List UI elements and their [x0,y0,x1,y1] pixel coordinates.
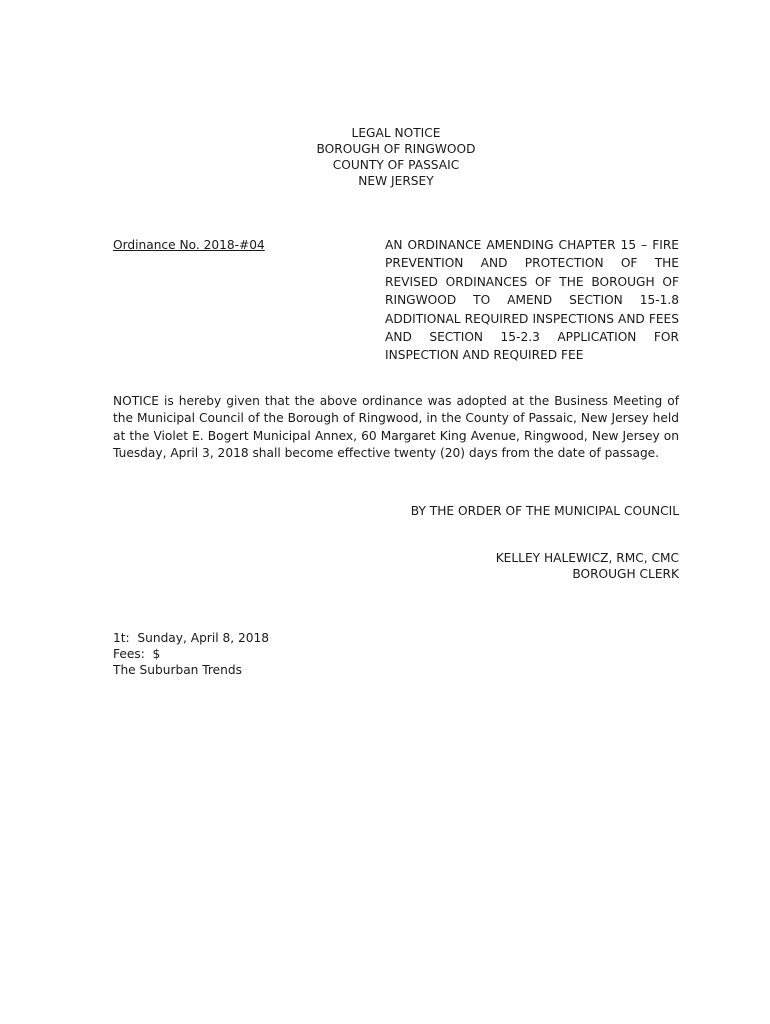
heading-county: COUNTY OF PASSAIC [332,158,460,172]
publication-fees: Fees: $ [113,646,161,661]
signature-block [496,551,679,582]
heading-state: NEW JERSEY [358,174,434,188]
ordinance-number: Ordinance No. 2018-#04 [113,238,265,252]
ordinance-title: AN ORDINANCE AMENDING CHAPTER 15 – FIRE PREVENTION AND PROTECTION OF THE REVISED ORDINANCES OF THE BOROUGH OF RINGWOOD TO AMEND SECTION 15-1.8 ADDITIONAL REQUIRED INSPECTIONS AND FEES AND SECTION 15-2.3 APPLICATION FOR INSPECTION AND REQUIRED FEE [385,238,679,363]
publication-info [113,631,269,678]
notice-body: NOTICE is hereby given that the above ordinance was adopted at the Business Meeting of the Municipal Council of the Borough of Ringwood, in the County of Passaic, New Jersey held at the Violet E. Bogert Municipal Annex, 60 Margaret King Avenue, Ringwood, New Jersey on Tuesday, April 3, 2018 shall become effective twenty (20) days from the date of passage. [113,394,679,461]
publication-date: 1t: Sunday, April 8, 2018 [113,631,269,645]
council-order-line: BY THE ORDER OF THE MUNICIPAL COUNCIL [410,504,679,518]
notice-heading [0,125,770,189]
heading-legal-notice: LEGAL NOTICE [351,126,441,140]
heading-borough: BOROUGH OF RINGWOOD [316,142,476,156]
publication-newspaper: The Suburban Trends [113,662,242,677]
clerk-name: KELLEY HALEWICZ, RMC, CMC [495,551,679,565]
clerk-title: BOROUGH CLERK [572,566,679,581]
